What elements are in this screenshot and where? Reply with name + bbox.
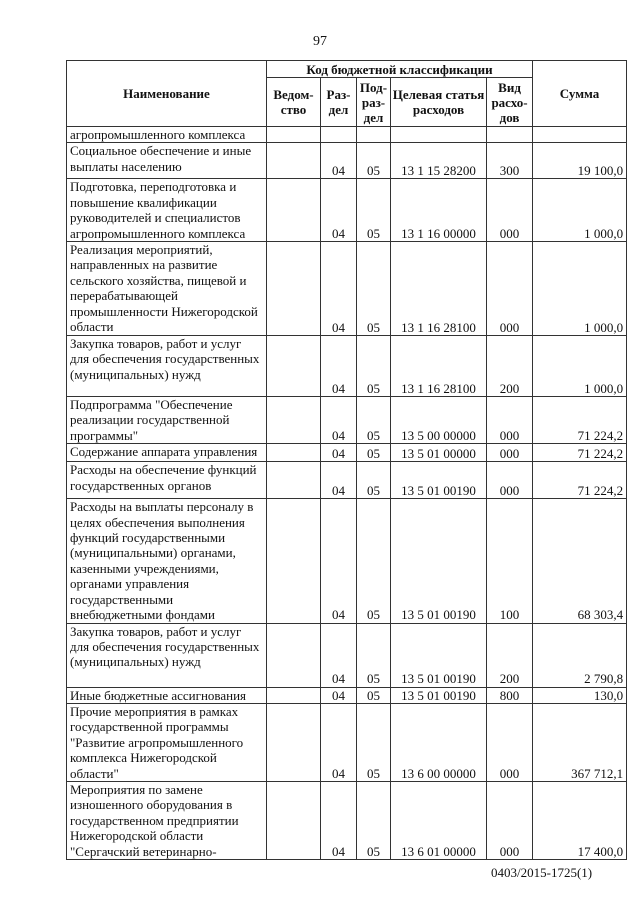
row-celevaya: 13 5 01 00000 — [391, 444, 487, 462]
row-vedomstvo — [267, 336, 321, 397]
row-razdel: 04 — [321, 179, 357, 242]
row-celevaya: 13 5 01 00190 — [391, 499, 487, 623]
row-vedomstvo — [267, 687, 321, 703]
row-sum: 71 224,2 — [533, 462, 627, 499]
row-name: Расходы на обеспечение функций государственных органов — [67, 462, 267, 499]
row-name: Содержание аппарата управления — [67, 444, 267, 462]
row-celevaya: 13 1 16 28100 — [391, 336, 487, 397]
row-vedomstvo — [267, 397, 321, 444]
row-name: Подпрограмма "Обеспечение реализации государственной программы" — [67, 397, 267, 444]
row-razdel: 04 — [321, 444, 357, 462]
row-podrazdel — [357, 127, 391, 143]
row-vid: 000 — [487, 397, 533, 444]
row-sum — [533, 127, 627, 143]
row-razdel: 04 — [321, 781, 357, 859]
row-podrazdel: 05 — [357, 397, 391, 444]
row-podrazdel: 05 — [357, 444, 391, 462]
header-celevaya: Целевая статья расходов — [391, 78, 487, 127]
row-podrazdel: 05 — [357, 336, 391, 397]
row-razdel: 04 — [321, 242, 357, 336]
row-name: Социальное обеспечение и иные выплаты населению — [67, 143, 267, 179]
row-celevaya: 13 6 00 00000 — [391, 703, 487, 781]
row-sum: 71 224,2 — [533, 397, 627, 444]
row-razdel: 04 — [321, 462, 357, 499]
row-vedomstvo — [267, 143, 321, 179]
row-name: Прочие мероприятия в рамках государственной программы "Развитие агропромышленного комплекса Нижегородской области" — [67, 703, 267, 781]
row-celevaya: 13 5 01 00190 — [391, 623, 487, 687]
row-vid: 800 — [487, 687, 533, 703]
table-row — [67, 242, 627, 336]
row-podrazdel: 05 — [357, 781, 391, 859]
row-podrazdel: 05 — [357, 242, 391, 336]
row-podrazdel: 05 — [357, 499, 391, 623]
table-row — [67, 336, 627, 397]
page-body — [66, 60, 626, 881]
row-vid: 200 — [487, 336, 533, 397]
row-name: Иные бюджетные ассигнования — [67, 687, 267, 703]
row-vedomstvo — [267, 703, 321, 781]
budget-table — [66, 60, 627, 860]
row-sum: 71 224,2 — [533, 444, 627, 462]
row-vid — [487, 127, 533, 143]
table-row — [67, 499, 627, 623]
row-celevaya: 13 5 01 00190 — [391, 462, 487, 499]
row-razdel: 04 — [321, 397, 357, 444]
row-vid: 300 — [487, 143, 533, 179]
table-row — [67, 179, 627, 242]
row-name: Мероприятия по замене изношенного оборудования в государственном предприятии Нижегородской области "Сергачский ветеринарно- — [67, 781, 267, 859]
row-podrazdel: 05 — [357, 462, 391, 499]
header-name: Наименование — [67, 61, 267, 127]
row-vid: 200 — [487, 623, 533, 687]
row-celevaya: 13 1 16 28100 — [391, 242, 487, 336]
row-vedomstvo — [267, 179, 321, 242]
row-vedomstvo — [267, 499, 321, 623]
row-celevaya — [391, 127, 487, 143]
row-sum: 130,0 — [533, 687, 627, 703]
row-sum: 1 000,0 — [533, 242, 627, 336]
row-razdel: 04 — [321, 703, 357, 781]
row-vedomstvo — [267, 444, 321, 462]
table-row — [67, 127, 627, 143]
row-name: Закупка товаров, работ и услуг для обеспечения государственных (муниципальных) нужд — [67, 336, 267, 397]
row-sum: 2 790,8 — [533, 623, 627, 687]
table-row — [67, 687, 627, 703]
row-razdel — [321, 127, 357, 143]
row-celevaya: 13 1 16 00000 — [391, 179, 487, 242]
header-vedomstvo: Ведом-ство — [267, 78, 321, 127]
row-razdel: 04 — [321, 687, 357, 703]
row-vedomstvo — [267, 781, 321, 859]
page-number: 97 — [313, 34, 327, 49]
row-vedomstvo — [267, 242, 321, 336]
row-vid: 000 — [487, 242, 533, 336]
row-name: Подготовка, переподготовка и повышение квалификации руководителей и специалистов агропромышленного комплекса — [67, 179, 267, 242]
row-celevaya: 13 5 01 00190 — [391, 687, 487, 703]
header-vid: Вид расхо-дов — [487, 78, 533, 127]
row-razdel: 04 — [321, 499, 357, 623]
row-sum: 17 400,0 — [533, 781, 627, 859]
row-vid: 000 — [487, 781, 533, 859]
row-name: Расходы на выплаты персоналу в целях обеспечения выполнения функций государственными (муниципальными) органами, казенными учреждениями, органами управления государственными внебюджетными фондами — [67, 499, 267, 623]
row-razdel: 04 — [321, 336, 357, 397]
table-body — [67, 127, 627, 860]
row-sum: 1 000,0 — [533, 336, 627, 397]
row-vid: 000 — [487, 444, 533, 462]
table-row — [67, 623, 627, 687]
row-podrazdel: 05 — [357, 143, 391, 179]
row-podrazdel: 05 — [357, 703, 391, 781]
header-sum: Сумма — [533, 61, 627, 127]
row-vid: 000 — [487, 703, 533, 781]
table-row — [67, 397, 627, 444]
header-podrazdel: Под-раз-дел — [357, 78, 391, 127]
table-row — [67, 781, 627, 859]
document-code: 0403/2015-1725(1) — [491, 864, 593, 880]
row-podrazdel: 05 — [357, 179, 391, 242]
row-name: агропромышленного комплекса — [67, 127, 267, 143]
row-vedomstvo — [267, 462, 321, 499]
header-razdel: Раз-дел — [321, 78, 357, 127]
table-row — [67, 703, 627, 781]
row-sum: 1 000,0 — [533, 179, 627, 242]
table-row — [67, 143, 627, 179]
row-vid: 000 — [487, 179, 533, 242]
table-row — [67, 444, 627, 462]
table-row — [67, 462, 627, 499]
row-razdel: 04 — [321, 623, 357, 687]
row-celevaya: 13 6 01 00000 — [391, 781, 487, 859]
row-razdel: 04 — [321, 143, 357, 179]
row-sum: 68 303,4 — [533, 499, 627, 623]
row-vid: 000 — [487, 462, 533, 499]
row-sum: 19 100,0 — [533, 143, 627, 179]
row-name: Закупка товаров, работ и услуг для обеспечения государственных (муниципальных) нужд — [67, 623, 267, 687]
row-vid: 100 — [487, 499, 533, 623]
row-podrazdel: 05 — [357, 623, 391, 687]
row-podrazdel: 05 — [357, 687, 391, 703]
header-classification-group: Код бюджетной классификации — [267, 61, 533, 78]
row-vedomstvo — [267, 127, 321, 143]
row-sum: 367 712,1 — [533, 703, 627, 781]
row-name: Реализация мероприятий, направленных на развитие сельского хозяйства, пищевой и перерабатывающей промышленности Нижегородской области — [67, 242, 267, 336]
row-vedomstvo — [267, 623, 321, 687]
row-celevaya: 13 5 00 00000 — [391, 397, 487, 444]
row-celevaya: 13 1 15 28200 — [391, 143, 487, 179]
